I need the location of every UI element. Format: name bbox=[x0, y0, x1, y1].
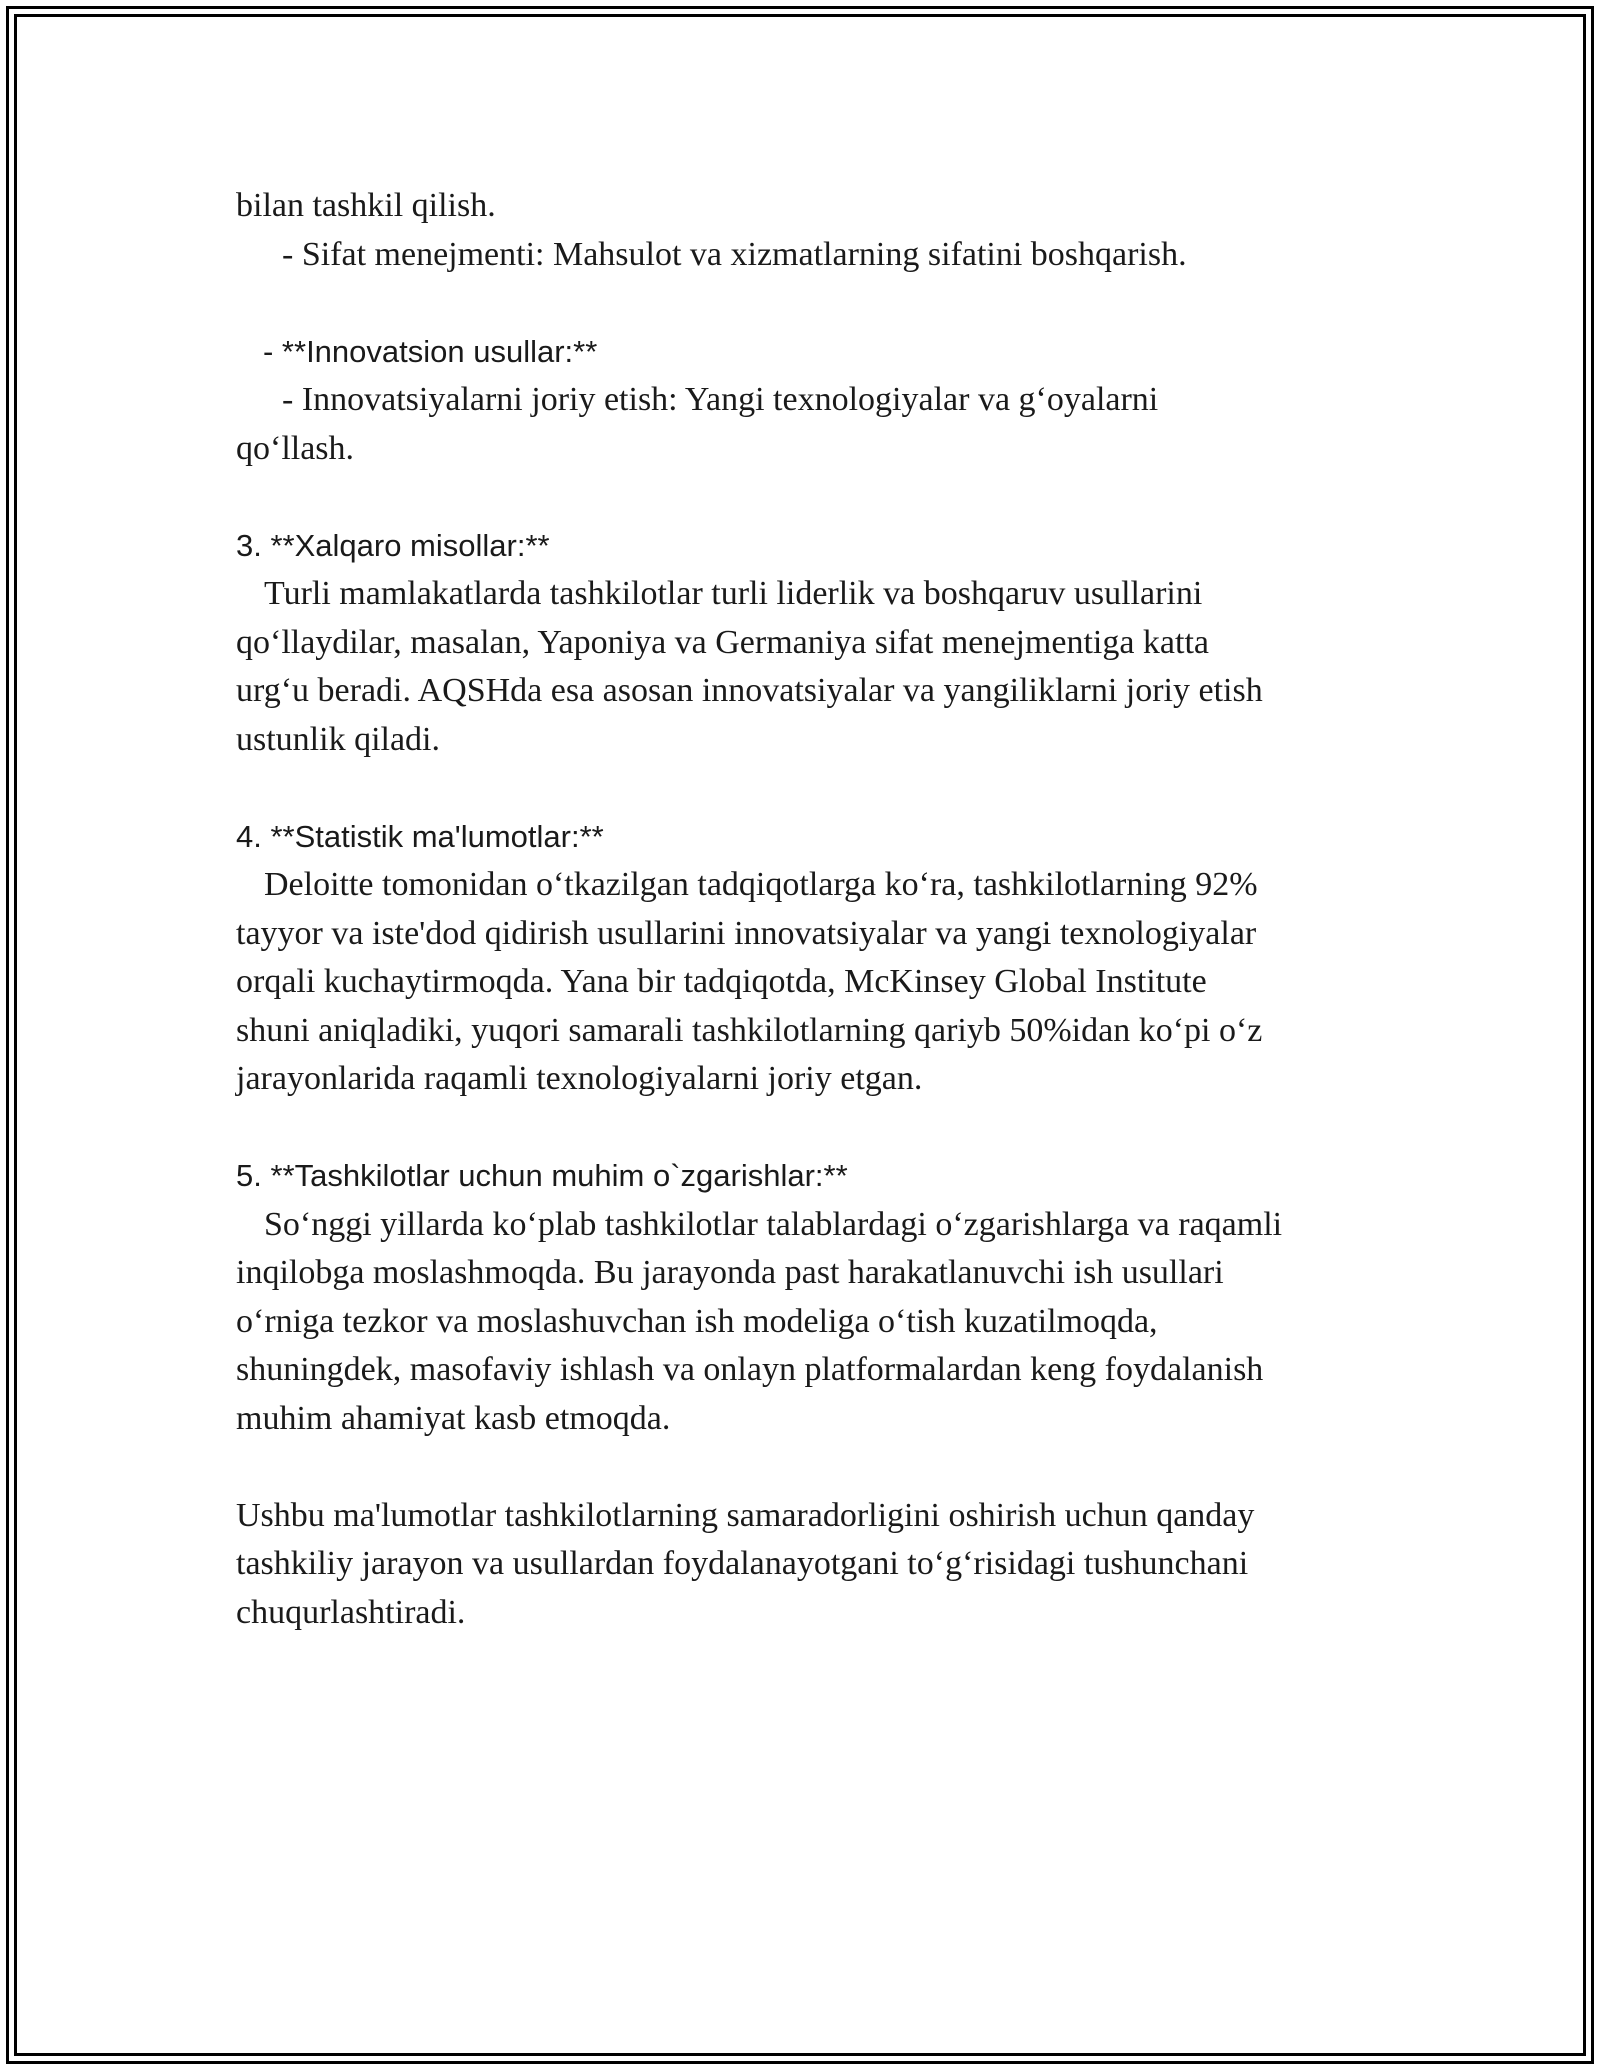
conclusion-line: tashkiliy jarayon va usullardan foydalanayotgani to‘g‘risidagi tushunchani bbox=[236, 1545, 1249, 1582]
text-line: bilan tashkil qilish. bbox=[236, 187, 496, 224]
paragraph-line: So‘nggi yillarda ko‘plab tashkilotlar talablardagi o‘zgarishlarga va raqamli bbox=[264, 1205, 1283, 1243]
document-body bbox=[236, 182, 1396, 1637]
paragraph-line: muhim ahamiyat kasb etmoqda. bbox=[236, 1399, 671, 1437]
paragraph-line: qo‘llaydilar, masalan, Yaponiya va Germaniya sifat menejmentiga katta bbox=[236, 623, 1210, 661]
section-heading-important-changes: 5. **Tashkilotlar uchun muhim o`zgarishlar:** bbox=[236, 1158, 848, 1193]
text-line: qo‘llash. bbox=[236, 429, 355, 467]
blank-line bbox=[236, 1443, 1396, 1492]
blank-line bbox=[236, 764, 1396, 813]
list-item-innovative-methods: - **Innovatsion usullar:** bbox=[263, 333, 598, 369]
list-subitem-innovation: - Innovatsiyalarni joriy etish: Yangi texnologiyalar va g‘oyalarni bbox=[282, 381, 1159, 418]
paragraph-line: Turli mamlakatlarda tashkilotlar turli liderlik va boshqaruv usullarini bbox=[264, 575, 1203, 612]
paragraph-line: ustunlik qiladi. bbox=[236, 720, 440, 758]
paragraph-line: tayyor va iste'dod qidirish usullarini innovatsiyalar va yangi texnologiyalar bbox=[236, 914, 1257, 952]
paragraph-line: o‘rniga tezkor va moslashuvchan ish modeliga o‘tish kuzatilmoqda, bbox=[236, 1302, 1158, 1340]
paragraph-line: shuni aniqladiki, yuqori samarali tashkilotlarning qariyb 50%idan ko‘pi o‘z bbox=[236, 1011, 1263, 1049]
paragraph-line: Deloitte tomonidan o‘tkazilgan tadqiqotlarga ko‘ra, tashkilotlarning 92% bbox=[264, 866, 1258, 903]
blank-line bbox=[236, 279, 1396, 328]
list-subitem-quality-management: - Sifat menejmenti: Mahsulot va xizmatlarning sifatini boshqarish. bbox=[282, 235, 1187, 273]
conclusion-line: chuqurlashtiradi. bbox=[236, 1593, 466, 1631]
blank-line bbox=[236, 473, 1396, 522]
paragraph-line: shuningdek, masofaviy ishlash va onlayn platformalardan keng foydalanish bbox=[236, 1351, 1264, 1388]
paragraph-line: inqilobga moslashmoqda. Bu jarayonda past harakatlanuvchi ish usullari bbox=[236, 1254, 1224, 1291]
section-heading-statistics: 4. **Statistik ma'lumotlar:** bbox=[236, 818, 604, 854]
conclusion-line: Ushbu ma'lumotlar tashkilotlarning samaradorligini oshirish uchun qanday bbox=[236, 1496, 1255, 1534]
paragraph-line: orqali kuchaytirmoqda. Yana bir tadqiqotda, McKinsey Global Institute bbox=[236, 963, 1207, 1000]
paragraph-line: jarayonlarida raqamli texnologiyalarni joriy etgan. bbox=[236, 1060, 923, 1097]
section-heading-international-examples: 3. **Xalqaro misollar:** bbox=[236, 527, 550, 563]
paragraph-line: urg‘u beradi. AQSHda esa asosan innovatsiyalar va yangiliklarni joriy etish bbox=[236, 672, 1263, 709]
blank-line bbox=[236, 1104, 1396, 1153]
